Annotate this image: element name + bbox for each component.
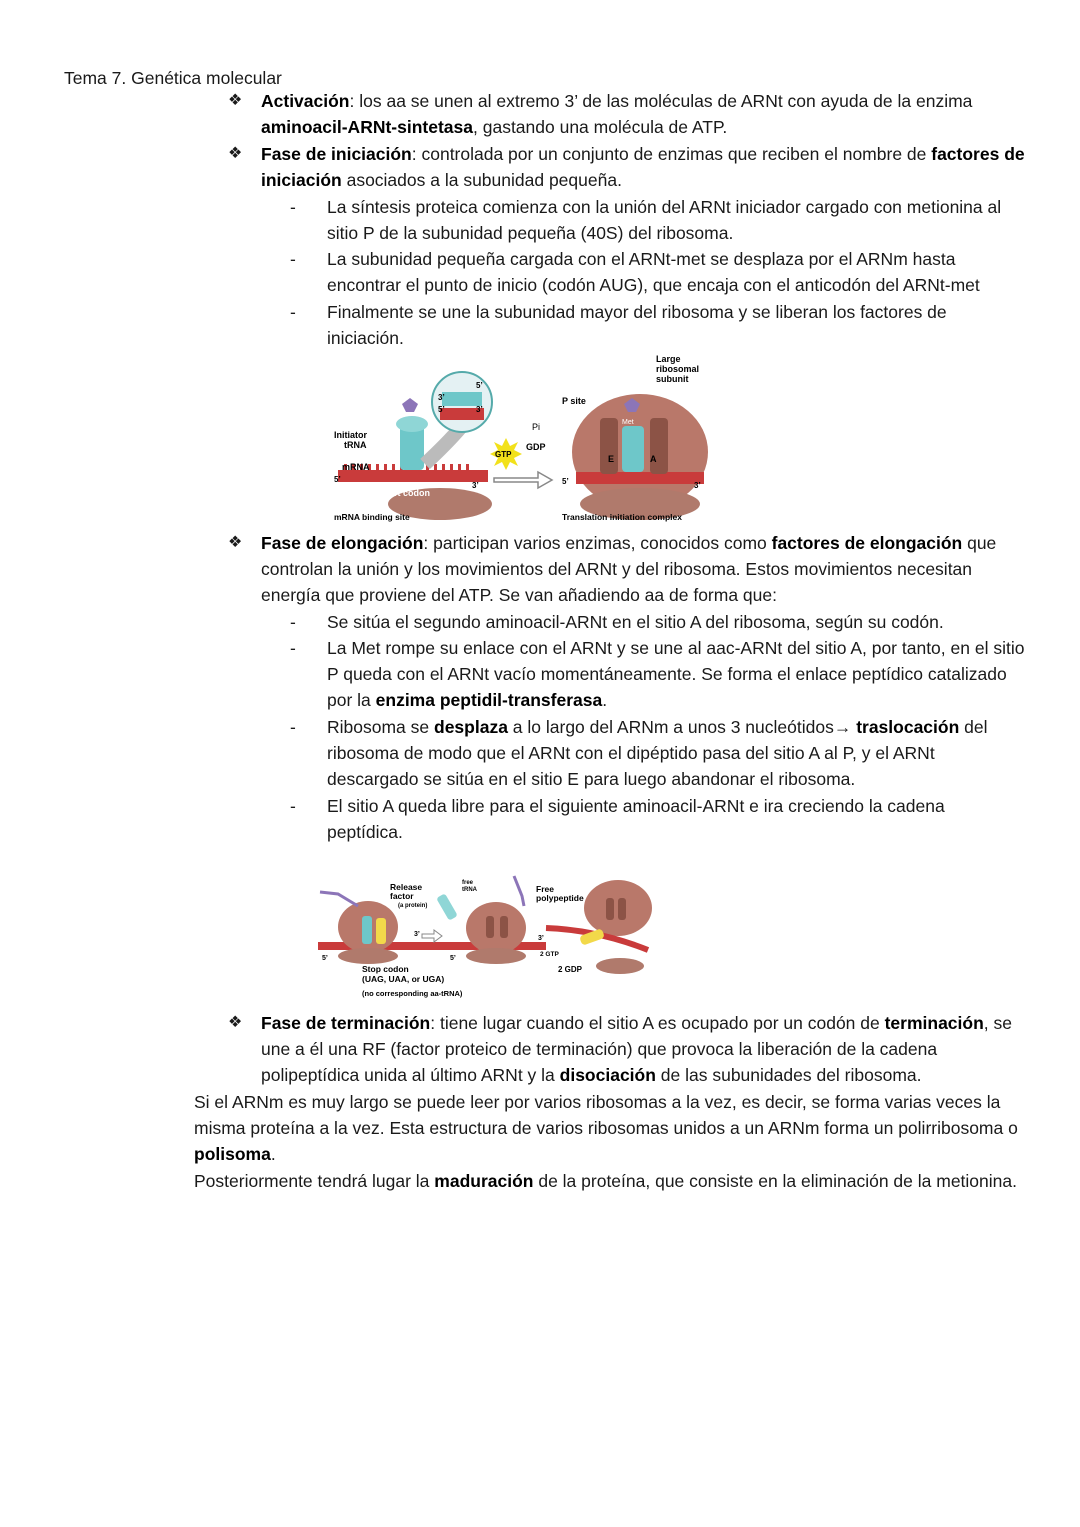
label-2gtp: 2 GTP [540, 951, 559, 958]
label-3-left: 3’ [472, 481, 479, 490]
termination-figure [318, 872, 658, 1002]
bullet-activation: ❖ Activación: los aa se unen al extremo 3’ de las moléculas de ARNt con ayuda de la enzima aminoacil-ARNt-sintetasa, gastando una molécula de ATP. [228, 88, 1028, 140]
label-free-poly: Free [536, 884, 554, 894]
label-5-1: 5’ [322, 955, 328, 962]
label-subunit: subunit [656, 374, 689, 384]
elongation-item: - Ribosoma se desplaza a lo largo del ARNm a unos 3 nucleótidos→ traslocación del ribosoma de modo que el ARNt con el dipéptido pasa del sitio A al P, y el ARNt descargado se sitúa en el sitio E para luego abandonar el ribosoma. [290, 717, 988, 790]
label-3-right: 3’ [694, 481, 701, 490]
label-met: Met [622, 419, 634, 426]
label-mrna: mRNA [342, 462, 370, 472]
met-aa-icon [402, 398, 418, 412]
zoom-label-3b: 3’ [476, 405, 483, 414]
label-factor: factor [390, 891, 414, 901]
label-binding-site: mRNA binding site [334, 512, 410, 522]
label-no-aa-trna: (no corresponding aa-tRNA) [362, 989, 463, 998]
polypeptide-chain-1 [320, 892, 358, 906]
label-ribosomal: ribosomal [656, 364, 700, 374]
diamond-bullet-icon: ❖ [228, 92, 243, 109]
label-stop-codon: Stop codon [362, 964, 409, 974]
mrna-strand-right [576, 472, 704, 484]
bullet-termination: ❖ Fase de terminación: tiene lugar cuando el sitio A es ocupado por un codón de terminación, se une a él una RF (factor proteico de terminación) que provoca la liberación de la cadena polipeptídica unida al último ARNt y la disociación de las subunidades del ribosoma. [228, 1010, 1028, 1089]
zoom-label-3: 3’ [438, 393, 445, 402]
label-free-trna: tRNA [462, 887, 477, 893]
label-start-codon: Start codon [380, 488, 431, 498]
initiation-item: - Finalmente se une la subunidad mayor del ribosoma y se liberan los factores de iniciación. [290, 302, 947, 349]
arrow-right-icon [494, 472, 552, 488]
free-trna-shape [436, 893, 458, 921]
bullet-initiation: ❖ Fase de iniciación: controlada por un conjunto de enzimas que reciben el nombre de factores de iniciación asociados a la subunidad pequeña. [228, 141, 1028, 193]
label-5-right: 5’ [562, 477, 569, 486]
label-pi: Pi [532, 422, 541, 432]
label-gtp: GTP [495, 450, 512, 459]
label-initiator: Initiator [334, 430, 367, 440]
release-factor-shape [376, 918, 386, 944]
label-initiation-complex: Translation initiation complex [562, 512, 682, 522]
diamond-bullet-icon: ❖ [228, 145, 243, 162]
polysome-paragraph: Si el ARNm es muy largo se puede leer por varios ribosomas a la vez, es decir, se forma varias veces la misma proteína a la vez. Esta estructura de varios ribosomas unidos a un ARNm forma un polirribosoma o polisoma. [194, 1092, 1018, 1165]
maturation-paragraph: Posteriormente tendrá lugar la maduración de la proteína, que consiste en la eliminación de la metionina. [194, 1171, 1017, 1191]
free-polypeptide-chain [514, 876, 524, 906]
label-gdp: GDP [526, 442, 546, 452]
label-2gdp: 2 GDP [558, 965, 583, 974]
label-5-2: 5’ [450, 955, 456, 962]
label-p-site: P site [562, 396, 586, 406]
label-5-left: 5’ [334, 475, 341, 484]
label-stop-codons: (UAG, UAA, or UGA) [362, 974, 445, 984]
label-3-1: 3’ [414, 931, 420, 938]
initiation-figure [330, 352, 710, 524]
page-header: Tema 7. Genética molecular [64, 68, 282, 88]
small-subunit-released [596, 958, 644, 974]
trna-p-site [622, 426, 644, 472]
diamond-bullet-icon: ❖ [228, 1014, 243, 1031]
label-large: Large [656, 354, 681, 364]
bullet-elongation: ❖ Fase de elongación: participan varios enzimas, conocidos como factores de elongación que controlan la unión y los movimientos del ARNt y del ribosoma. Estos movimientos necesitan energía que proviene del ATP. Se van añadiendo aa de forma que: [228, 530, 1028, 609]
ribosome-2 [466, 902, 526, 954]
zoom-label-5b: 5’ [476, 381, 483, 390]
label-e-site: E [608, 454, 615, 464]
label-free: free [462, 880, 474, 886]
label-3-2: 3’ [538, 935, 544, 942]
label-a-protein: (a protein) [398, 903, 428, 909]
label-polypeptide: polypeptide [536, 893, 584, 903]
label-a-site: A [650, 454, 657, 464]
elongation-item: - Se sitúa el segundo aminoacil-ARNt en el sitio A del ribosoma, según su codón. [290, 612, 944, 632]
label-trna: tRNA [344, 440, 367, 450]
initiation-item: - La subunidad pequeña cargada con el ARNt-met se desplaza por el ARNm hasta encontrar el punto de inicio (codón AUG), que encaja con el anticodón del ARNt-met [290, 249, 980, 296]
initiation-item: - La síntesis proteica comienza con la unión del ARNt iniciador cargado con metionina al sitio P de la subunidad pequeña (40S) del ribosoma. [290, 197, 1002, 244]
label-release: Release [390, 882, 423, 892]
elongation-item: - El sitio A queda libre para el siguiente aminoacil-ARNt e ira creciendo la cadena peptídica. [290, 796, 945, 843]
zoom-label-5: 5’ [438, 405, 445, 414]
diamond-bullet-icon: ❖ [228, 534, 243, 551]
elongation-item: - La Met rompe su enlace con el ARNt y se une al aac-ARNt del sitio A, por tanto, en el sitio P queda con el ARNt vacío momentáneamente. Se forma el enlace peptídico catalizado por la enzima peptidil-transferasa. [290, 638, 1025, 711]
